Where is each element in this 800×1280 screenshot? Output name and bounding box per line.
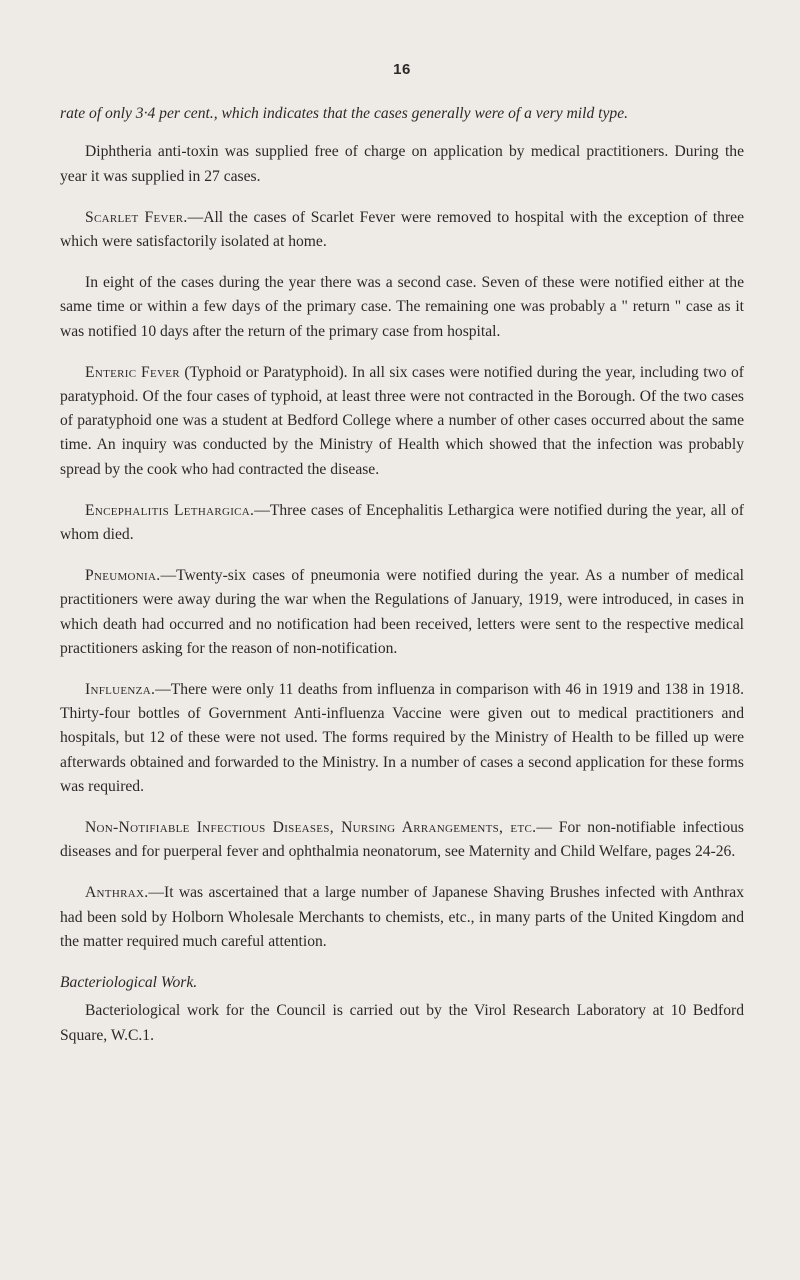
page-number: 16: [393, 61, 411, 78]
heading-non-notifiable: Non-Notifiable Infectious Diseases, Nursing Arrangements, etc.: [85, 819, 537, 837]
paragraph-continuation: rate of only 3·4 per cent., which indicates that the cases generally were of a very mild type.: [60, 105, 629, 123]
paragraph-pneumonia: [60, 564, 744, 661]
paragraph-second-case: In eight of the cases during the year there was a second case. Seven of these were notified either at the same time or within a few days of the primary case. The remaining one was probably a " return " case as it was notified 10 days after the return of the primary case from hospital.: [60, 274, 744, 340]
text-pneumonia: —Twenty-six cases of pneumonia were notified during the year. As a number of medical practitioners were away during the war when the Regulations of January, 1919, were introduced, in cases in which death had occurred and no notification had been received, letters were sent to the respective medical practitioners asking for the reason of non-notification.: [60, 567, 744, 657]
paragraph-scarlet-fever: [60, 206, 744, 254]
document-page: [60, 58, 744, 1048]
heading-enteric-fever: Enteric Fever: [85, 363, 180, 381]
heading-anthrax: Anthrax.: [85, 884, 149, 902]
text-scarlet-fever: —All the cases of Scarlet Fever were removed to hospital with the exception of three which were satisfactorily isolated at home.: [60, 208, 744, 251]
section-heading-bacteriological: Bacteriological Work.: [60, 974, 198, 992]
paragraph-bacteriological: Bacteriological work for the Council is carried out by the Virol Research Laboratory at 10 Bedford Square, W.C.1.: [60, 1002, 744, 1044]
text-encephalitis: —Three cases of Encephalitis Lethargica were notified during the year, all of whom died.: [60, 501, 744, 544]
text-influenza: —There were only 11 deaths from influenza in comparison with 46 in 1919 and 138 in 1918. Thirty-four bottles of Government Anti-influenza Vaccine were given out to medical practitioners and hospitals, but 12 of these were not used. The forms required by the Ministry of Health to be filled up were afterwards obtained and forwarded to the Ministry. In a number of cases a second application for these forms was required.: [60, 681, 744, 795]
paragraph-non-notifiable: [60, 816, 744, 864]
heading-pneumonia: Pneumonia.: [85, 567, 161, 585]
text-anthrax: —It was ascertained that a large number of Japanese Shaving Brushes infected with Anthrax had been sold by Holborn Wholesale Merchants to chemists, etc., in many parts of the United Kingdom and the matter required much careful attention.: [60, 884, 744, 950]
paragraph-enteric-fever: [60, 361, 744, 482]
paragraph-diphtheria: Diphtheria anti-toxin was supplied free of charge on application by medical practitioners. During the year it was supplied in 27 cases.: [60, 143, 744, 185]
heading-influenza: Influenza.: [85, 681, 156, 699]
text-non-notifiable: — For non-notifiable infectious diseases and for puerperal fever and ophthalmia neonatorum, see Maternity and Child Welfare, pages 24-26.: [60, 819, 744, 861]
heading-encephalitis: Encephalitis Lethargica.: [85, 501, 255, 519]
paragraph-influenza: [60, 678, 744, 799]
paragraph-anthrax: [60, 881, 744, 954]
paragraph-encephalitis: [60, 499, 744, 547]
heading-scarlet-fever: Scarlet Fever.: [85, 208, 188, 226]
text-enteric-fever: (Typhoid or Paratyphoid). In all six cases were notified during the year, including two of paratyphoid. Of the four cases of typhoid, at least three were not contracted in the Borough. Of the two cases of paratyphoid one was a student at Bedford College where a number of other cases occurred about the same time. An inquiry was conducted by the Ministry of Health which showed that the infection was probably spread by the cook who had contracted the disease.: [60, 363, 744, 478]
